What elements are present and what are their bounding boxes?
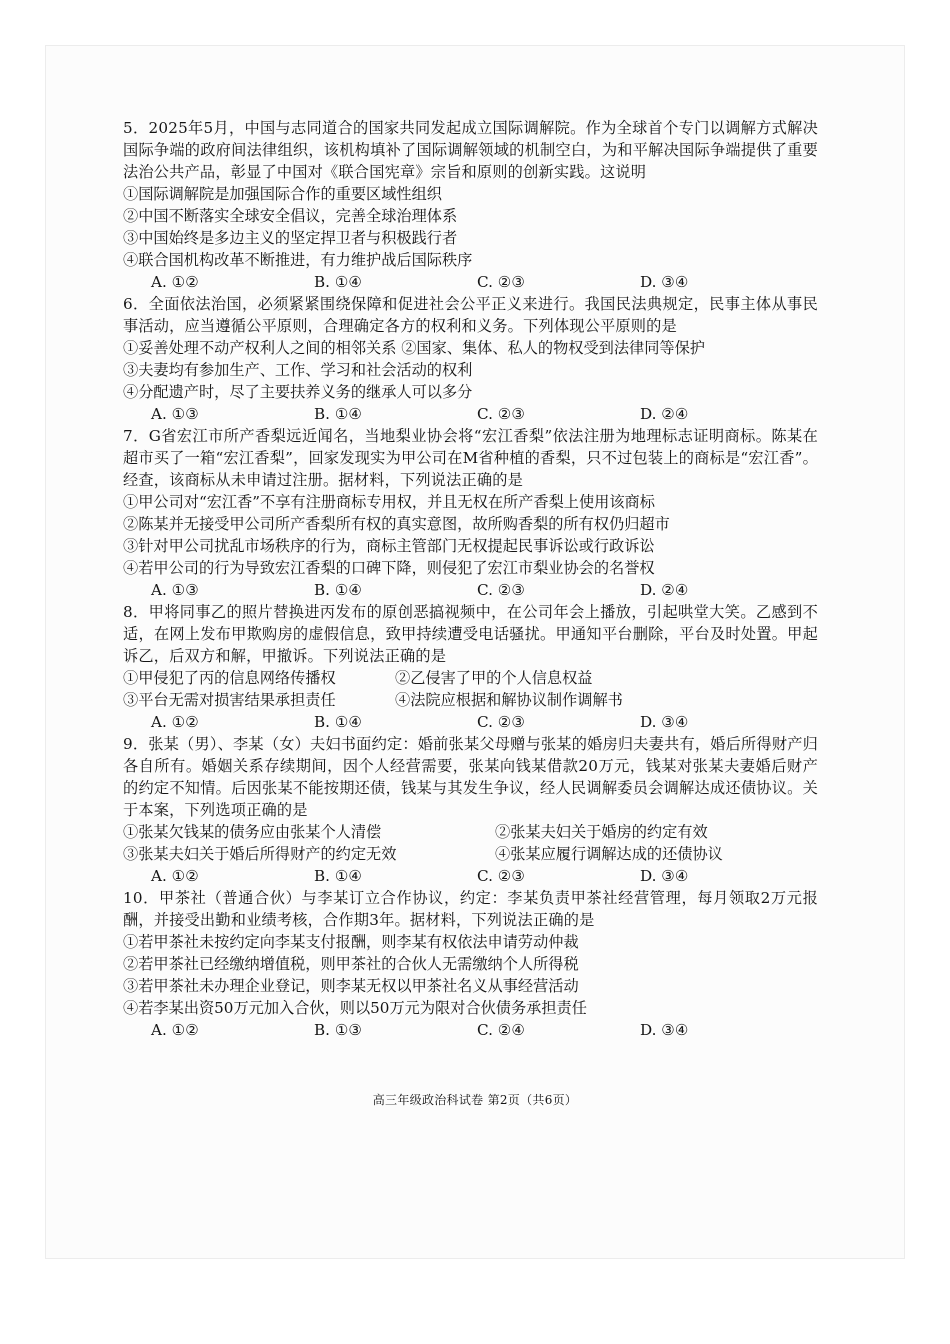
choice-d: D. ②④ xyxy=(640,405,689,423)
option-row xyxy=(123,821,818,843)
answer-choices xyxy=(123,579,818,601)
choice-b: B. ①③ xyxy=(314,1021,363,1039)
choice-d: D. ③④ xyxy=(640,713,689,731)
question-10 xyxy=(123,887,818,1041)
option-statement: ③平台无需对损害结果承担责任 xyxy=(123,691,336,709)
option-statement: ③中国始终是多边主义的坚定捍卫者与积极践行者 xyxy=(123,229,458,247)
choice-b: B. ①④ xyxy=(314,273,363,291)
question-stem: 6．全面依法治国，必须紧紧围绕保障和促进社会公平正义来进行。我国民法典规定，民事主体从事民事活动，应当遵循公平原则，合理确定各方的权利和义务。下列体现公平原则的是 xyxy=(123,295,818,335)
answer-choices xyxy=(123,1019,818,1041)
option-statement: ①张某欠钱某的债务应由张某个人清偿 xyxy=(123,823,382,841)
option-statement: ④联合国机构改革不断推进，有力维护战后国际秩序 xyxy=(123,251,473,269)
option-statement: ④分配遗产时，尽了主要扶养义务的继承人可以多分 xyxy=(123,383,473,401)
question-7 xyxy=(123,425,818,601)
choice-c: C. ②③ xyxy=(477,713,525,731)
option-row xyxy=(123,689,818,711)
choice-a: A. ①② xyxy=(151,867,199,885)
option-statement: ④张某应履行调解达成的还债协议 xyxy=(495,845,723,863)
choice-d: D. ②④ xyxy=(640,581,689,599)
answer-choices xyxy=(123,271,818,293)
page-footer: 高三年级政治科试卷 第2页（共6页） xyxy=(372,1093,578,1107)
option-statement: ④若甲公司的行为导致宏江香梨的口碑下降，则侵犯了宏江市梨业协会的名誉权 xyxy=(123,559,655,577)
question-6 xyxy=(123,293,818,425)
choice-a: A. ①② xyxy=(151,1021,199,1039)
option-statement: ③针对甲公司扰乱市场秩序的行为，商标主管部门无权提起民事诉讼或行政诉讼 xyxy=(123,537,655,555)
choice-b: B. ①④ xyxy=(314,581,363,599)
choice-a: A. ①② xyxy=(151,713,199,731)
option-statement: ②陈某并无接受甲公司所产香梨所有权的真实意图，故所购香梨的所有权仍归超市 xyxy=(123,515,670,533)
option-statement: ②张某夫妇关于婚房的约定有效 xyxy=(495,823,708,841)
question-5 xyxy=(123,117,818,293)
option-statement: ①国际调解院是加强国际合作的重要区域性组织 xyxy=(123,185,442,203)
option-statement: ①妥善处理不动产权利人之间的相邻关系 ②国家、集体、私人的物权受到法律同等保护 xyxy=(123,339,705,357)
choice-b: B. ①④ xyxy=(314,405,363,423)
option-statement: ①甲公司对“宏江香”不享有注册商标专用权，并且无权在所产香梨上使用该商标 xyxy=(123,493,655,511)
choice-b: B. ①④ xyxy=(314,713,363,731)
question-stem: 9．张某（男）、李某（女）夫妇书面约定：婚前张某父母赠与张某的婚房归夫妻共有，婚后所得财产归各自所有。婚姻关系存续期间，因个人经营需要，张某向钱某借款20万元，钱某对张某夫妻婚后财产的约定不知情。后因张某不能按期还债，钱某与其发生争议，经人民调解委员会调解达成还债协议。关于本案，下列选项正确的是 xyxy=(123,735,818,819)
question-stem: 8．甲将同事乙的照片替换进丙发布的原创恶搞视频中，在公司年会上播放，引起哄堂大笑。乙感到不适，在网上发布甲欺购房的虚假信息，致甲持续遭受电话骚扰。甲通知平台删除，平台及时处置。甲起诉乙，后双方和解，甲撤诉。下列说法正确的是 xyxy=(123,603,818,665)
choice-b: B. ①④ xyxy=(314,867,363,885)
choice-d: D. ③④ xyxy=(640,867,689,885)
choice-d: D. ③④ xyxy=(640,273,689,291)
answer-choices xyxy=(123,865,818,887)
question-8 xyxy=(123,601,818,733)
option-row xyxy=(123,843,818,865)
choice-c: C. ②③ xyxy=(477,273,525,291)
option-statement: ①甲侵犯了丙的信息网络传播权 xyxy=(123,669,336,687)
option-statement: ②中国不断落实全球安全倡议，完善全球治理体系 xyxy=(123,207,458,225)
option-statement: ④法院应根据和解协议制作调解书 xyxy=(395,691,623,709)
option-statement: ③张某夫妇关于婚后所得财产的约定无效 xyxy=(123,845,397,863)
choice-c: C. ②③ xyxy=(477,405,525,423)
answer-choices xyxy=(123,403,818,425)
option-statement: ③夫妻均有参加生产、工作、学习和社会活动的权利 xyxy=(123,361,473,379)
question-stem: 10．甲茶社（普通合伙）与李某订立合作协议，约定：李某负责甲茶社经营管理，每月领取2万元报酬，并接受出勤和业绩考核，合作期3年。据材料，下列说法正确的是 xyxy=(123,889,818,929)
choice-c: C. ②④ xyxy=(477,1021,525,1039)
question-stem: 5．2025年5月，中国与志同道合的国家共同发起成立国际调解院。作为全球首个专门以调解方式解决国际争端的政府间法律组织，该机构填补了国际调解领域的机制空白，为和平解决国际争端提供了重要法治公共产品，彰显了中国对《联合国宪章》宗旨和原则的创新实践。这说明 xyxy=(123,119,818,181)
option-statement: ①若甲茶社未按约定向李某支付报酬，则李某有权依法申请劳动仲裁 xyxy=(123,933,579,951)
option-statement: ②若甲茶社已经缴纳增值税，则甲茶社的合伙人无需缴纳个人所得税 xyxy=(123,955,579,973)
choice-a: A. ①③ xyxy=(151,405,199,423)
option-statement: ④若李某出资50万元加入合伙，则以50万元为限对合伙债务承担责任 xyxy=(123,999,587,1017)
question-stem: 7．G省宏江市所产香梨远近闻名，当地梨业协会将“宏江香梨”依法注册为地理标志证明商标。陈某在超市买了一箱“宏江香梨”，回家发现实为甲公司在M省种植的香梨，只不过包装上的商标是“宏江香”。经查，该商标从未申请过注册。据材料，下列说法正确的是 xyxy=(123,427,818,489)
option-statement: ③若甲茶社未办理企业登记，则李某无权以甲茶社名义从事经营活动 xyxy=(123,977,579,995)
choice-c: C. ②③ xyxy=(477,581,525,599)
exam-content xyxy=(123,117,818,1041)
choice-c: C. ②③ xyxy=(477,867,525,885)
choice-a: A. ①② xyxy=(151,273,199,291)
choice-a: A. ①③ xyxy=(151,581,199,599)
option-row xyxy=(123,667,818,689)
question-9 xyxy=(123,733,818,887)
option-statement: ②乙侵害了甲的个人信息权益 xyxy=(395,669,593,687)
answer-choices xyxy=(123,711,818,733)
choice-d: D. ③④ xyxy=(640,1021,689,1039)
